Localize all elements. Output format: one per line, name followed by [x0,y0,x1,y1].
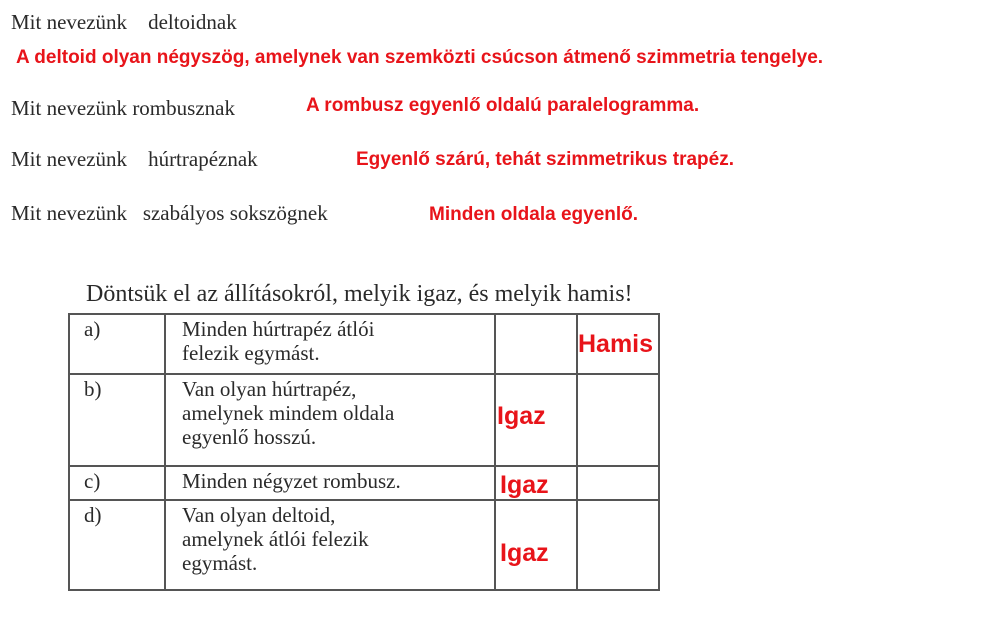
statement-line: Van olyan deltoid, [182,503,336,527]
table-row [69,466,659,500]
table-row [69,374,659,466]
question-term: rombusznak [132,96,235,120]
question-prefix: Mit nevezünk [11,201,128,225]
instruction-heading: Döntsük el az állításokról, melyik igaz, és melyik hamis! [86,281,633,307]
row-label: b) [69,374,165,466]
answer-row-d: Igaz [500,539,549,567]
question-prefix: Mit nevezünk [11,147,128,171]
question-prefix: Mit nevezünk [11,10,128,34]
answer-2: A rombusz egyenlő oldalú paralelogramma. [306,95,700,116]
answer-1: A deltoid olyan négyszög, amelynek van szemközti csúcson átmenő szimmetria tengelye. [16,47,824,68]
table-row [69,500,659,590]
question-4 [11,201,328,226]
question-prefix: Mit nevezünk [11,96,128,120]
statement-line: egyenlő hosszú. [182,425,317,449]
answer-3: Egyenlő szárú, tehát szimmetrikus trapéz. [356,149,735,170]
row-label: a) [69,314,165,374]
statement-cell [165,466,495,500]
statement-line: felezik egymást. [182,341,320,365]
statement-line: egymást. [182,551,258,575]
statement-line: amelynek átlói felezik [182,527,369,551]
answer-row-b: Igaz [497,402,546,430]
hamis-cell [577,466,659,500]
statement-cell [165,314,495,374]
question-term: húrtrapéznak [148,147,258,171]
hamis-cell [577,374,659,466]
answer-row-a: Hamis [578,330,654,358]
question-1 [11,10,237,35]
statement-line: Minden négyzet rombusz. [182,469,401,493]
hamis-cell [577,500,659,590]
question-term: szabályos sokszögnek [142,201,328,225]
row-label: c) [69,466,165,500]
statement-line: amelynek mindem oldala [182,401,395,425]
statement-cell [165,374,495,466]
answer-row-c: Igaz [500,471,549,499]
answer-4: Minden oldala egyenlő. [429,204,639,225]
statements-table [68,313,660,591]
table-row [69,314,659,374]
question-3 [11,147,258,172]
igaz-cell [495,314,577,374]
statement-line: Minden húrtrapéz átlói [182,317,375,341]
question-term: deltoidnak [148,10,237,34]
statement-cell [165,500,495,590]
statement-line: Van olyan húrtrapéz, [182,377,357,401]
row-label: d) [69,500,165,590]
question-2 [11,96,235,121]
